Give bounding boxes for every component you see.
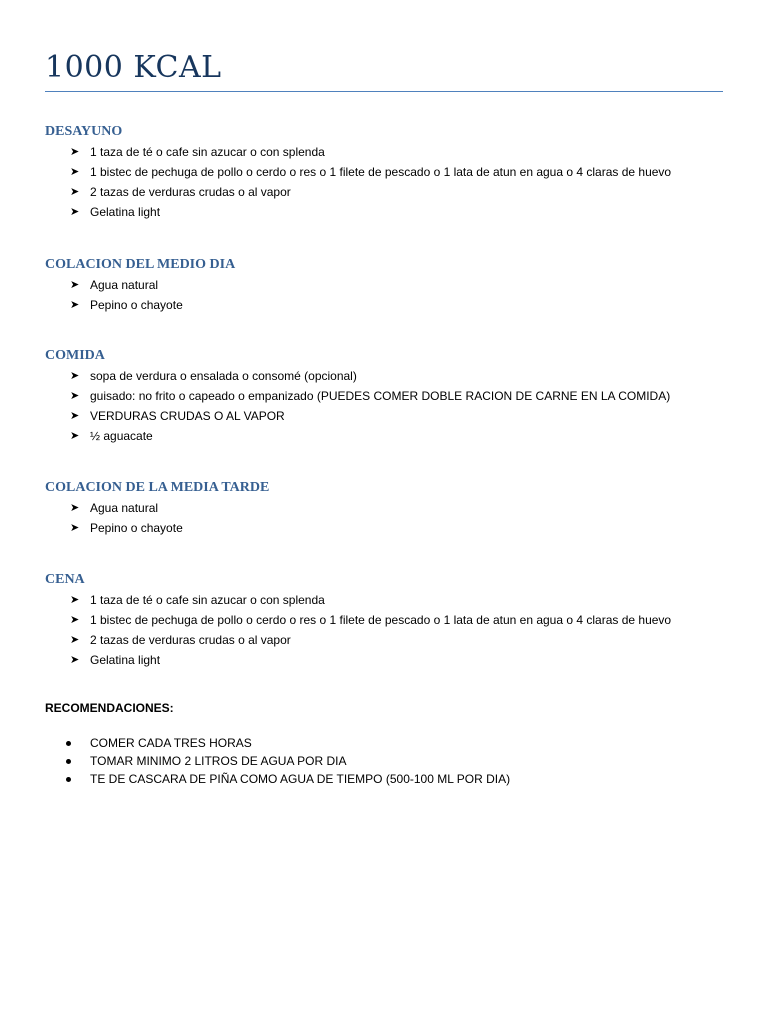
list-item: ➤ Gelatina light — [45, 650, 745, 670]
list-item: ➤ Pepino o chayote — [45, 295, 745, 315]
list-item: ➤ Agua natural — [45, 498, 745, 518]
arrowhead-bullet-icon: ➤ — [70, 614, 80, 626]
arrowhead-bullet-icon: ➤ — [70, 166, 80, 178]
item-list — [45, 142, 745, 222]
section-heading: COMIDA — [45, 348, 105, 363]
arrowhead-bullet-icon: ➤ — [70, 390, 80, 402]
item-list — [45, 366, 745, 446]
list-item: ➤ 1 taza de té o cafe sin azucar o con splenda — [45, 142, 745, 162]
section-colacion-medio-dia — [45, 255, 745, 315]
list-item: ➤ Pepino o chayote — [45, 518, 745, 538]
recommendations-list — [45, 734, 745, 788]
list-item: ➤ 1 bistec de pechuga de pollo o cerdo o res o 1 filete de pescado o 1 lata de atun en agua o 4 claras de huevo — [45, 162, 745, 182]
list-item: ➤ 2 tazas de verduras crudas o al vapor — [45, 630, 745, 650]
list-item: TOMAR MINIMO 2 LITROS DE AGUA POR DIA — [45, 752, 745, 770]
list-item: ➤ 1 taza de té o cafe sin azucar o con splenda — [45, 590, 745, 610]
page-title: 1000 KCAL — [45, 50, 222, 85]
arrowhead-bullet-icon: ➤ — [70, 299, 80, 311]
section-colacion-media-tarde — [45, 478, 745, 538]
section-heading: COLACION DEL MEDIO DIA — [45, 257, 236, 272]
list-item: ➤ ½ aguacate — [45, 426, 745, 446]
round-bullet-icon — [66, 777, 71, 782]
round-bullet-icon — [66, 759, 71, 764]
arrowhead-bullet-icon: ➤ — [70, 279, 80, 291]
arrowhead-bullet-icon: ➤ — [70, 634, 80, 646]
section-heading: COLACION DE LA MEDIA TARDE — [45, 480, 270, 495]
list-item: ➤ Gelatina light — [45, 202, 745, 222]
arrowhead-bullet-icon: ➤ — [70, 410, 80, 422]
list-item: COMER CADA TRES HORAS — [45, 734, 745, 752]
item-list — [45, 590, 745, 670]
section-desayuno — [45, 122, 745, 222]
list-item: ➤ guisado: no frito o capeado o empanizado (PUEDES COMER DOBLE RACION DE CARNE EN LA COMIDA) — [45, 386, 745, 406]
arrowhead-bullet-icon: ➤ — [70, 206, 80, 218]
list-item: ➤ 1 bistec de pechuga de pollo o cerdo o res o 1 filete de pescado o 1 lata de atun en agua o 4 claras de huevo — [45, 610, 745, 630]
arrowhead-bullet-icon: ➤ — [70, 594, 80, 606]
section-cena — [45, 570, 745, 670]
item-list — [45, 498, 745, 538]
arrowhead-bullet-icon: ➤ — [70, 522, 80, 534]
item-list — [45, 275, 745, 315]
arrowhead-bullet-icon: ➤ — [70, 146, 80, 158]
section-heading: DESAYUNO — [45, 124, 123, 139]
title-underline — [45, 91, 723, 92]
arrowhead-bullet-icon: ➤ — [70, 370, 80, 382]
section-heading: CENA — [45, 572, 85, 587]
arrowhead-bullet-icon: ➤ — [70, 654, 80, 666]
arrowhead-bullet-icon: ➤ — [70, 430, 80, 442]
section-comida — [45, 346, 745, 446]
list-item: ➤ Agua natural — [45, 275, 745, 295]
list-item: TE DE CASCARA DE PIÑA COMO AGUA DE TIEMPO (500-100 ML POR DIA) — [45, 770, 745, 788]
recommendations-heading: RECOMENDACIONES: — [45, 701, 174, 715]
list-item: ➤ sopa de verdura o ensalada o consomé (opcional) — [45, 366, 745, 386]
round-bullet-icon — [66, 741, 71, 746]
list-item: ➤ VERDURAS CRUDAS O AL VAPOR — [45, 406, 745, 426]
arrowhead-bullet-icon: ➤ — [70, 186, 80, 198]
list-item: ➤ 2 tazas de verduras crudas o al vapor — [45, 182, 745, 202]
arrowhead-bullet-icon: ➤ — [70, 502, 80, 514]
